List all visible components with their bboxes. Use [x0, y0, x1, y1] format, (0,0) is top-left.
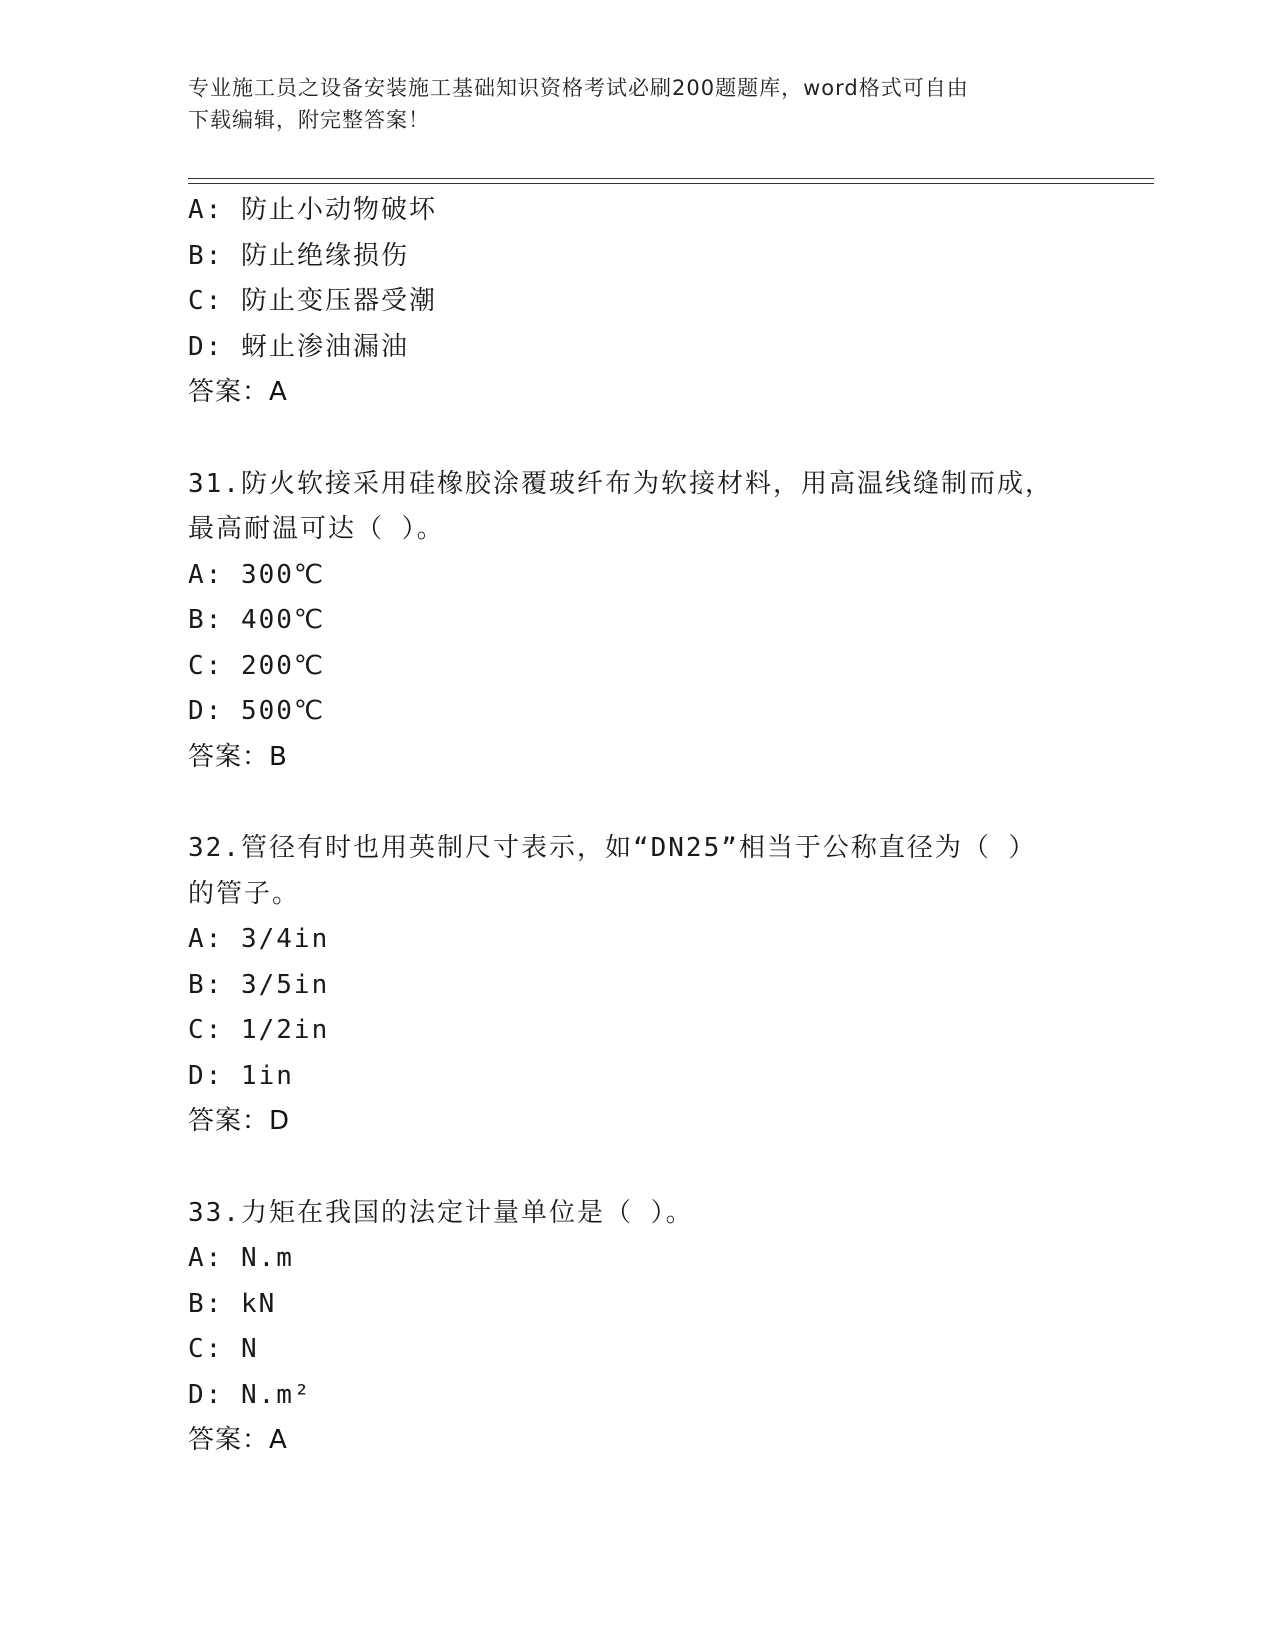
header-divider-top [188, 178, 1154, 179]
option-c: C: 200℃ [188, 650, 326, 681]
question-list [188, 188, 1088, 1464]
option-a: A: 300℃ [188, 559, 326, 590]
question-text-line: 最高耐温可达（ ）。 [188, 514, 445, 544]
option-b: B: 400℃ [188, 605, 326, 635]
option-b: B: 3/5in [188, 969, 330, 1000]
option-a: A: 防止小动物破坏 [188, 195, 437, 225]
option-c: C: 防止变压器受潮 [188, 286, 437, 316]
header-line-1: 专业施工员之设备安装施工基础知识资格考试必刷200题题库，word格式可自由 [188, 76, 969, 100]
spacer [188, 780, 1088, 826]
question-text-line: 31.防火软接采用硅橡胶涂覆玻纤布为软接材料，用高温线缝制而成， [188, 468, 1053, 499]
option-b: B: 防止绝缘损伤 [188, 240, 409, 271]
question-30-continuation [188, 188, 1088, 416]
question-32 [188, 826, 1088, 1145]
option-d: D: N.m² [188, 1379, 312, 1410]
option-d: D: 500℃ [188, 696, 326, 726]
question-text-line: 32.管径有时也用英制尺寸表示，如“DN25”相当于公称直径为（ ） [188, 833, 1037, 863]
option-a: A: 3/4in [188, 924, 330, 954]
answer-line: 答案：A [188, 377, 288, 407]
question-33 [188, 1191, 1088, 1464]
answer-line: 答案：A [188, 1425, 288, 1455]
spacer [188, 1145, 1088, 1191]
option-d: D: 1in [188, 1060, 294, 1091]
header-divider-bottom [188, 183, 1154, 184]
question-text-line: 33.力矩在我国的法定计量单位是（ ）。 [188, 1197, 694, 1228]
question-31 [188, 462, 1088, 781]
option-d: D: 蚜止渗油漏油 [188, 331, 409, 362]
spacer [188, 416, 1088, 462]
option-c: C: N [188, 1334, 259, 1364]
document-header [188, 72, 1088, 136]
option-c: C: 1/2in [188, 1015, 330, 1045]
answer-line: 答案：D [188, 1106, 291, 1136]
option-b: B: kN [188, 1288, 277, 1319]
header-line-2: 下载编辑，附完整答案！ [188, 108, 430, 132]
answer-line: 答案：B [188, 741, 288, 772]
question-text-line: 的管子。 [188, 878, 301, 909]
option-a: A: N.m [188, 1243, 294, 1273]
